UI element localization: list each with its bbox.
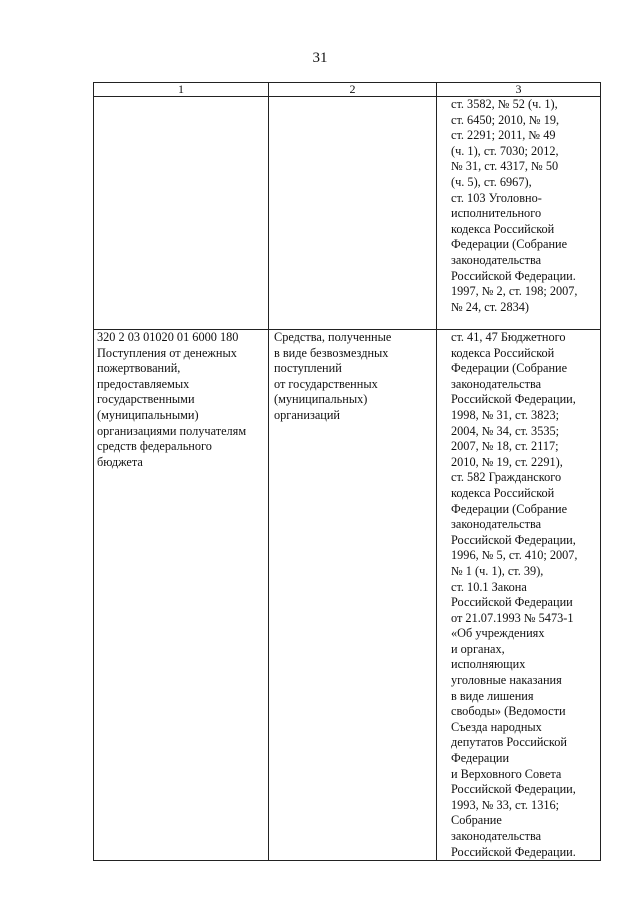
text-line: Федерации (Собрание <box>451 501 568 516</box>
text-line: в виде лишения <box>451 688 534 703</box>
text-line: ст. 103 Уголовно- <box>451 190 542 205</box>
text-line: ст. 41, 47 Бюджетного <box>451 330 566 344</box>
text-line: Российской Федерации. <box>451 268 576 283</box>
text-line: № 1 (ч. 1), ст. 39), <box>451 563 544 578</box>
text-line: № 31, ст. 4317, № 50 <box>451 159 559 174</box>
text-line: 2004, № 34, ст. 3535; <box>451 423 560 438</box>
text-line: Поступления от денежных <box>97 345 237 360</box>
text-line: Российской Федерации, <box>451 782 576 797</box>
text-line: 2007, № 18, ст. 2117; <box>451 439 559 454</box>
text-line: 320 2 03 01020 01 6000 180 <box>97 330 239 344</box>
text-line: Федерации (Собрание <box>451 361 568 376</box>
text-line: средств федерального <box>97 439 212 454</box>
text-line: Средства, полученные <box>274 330 392 344</box>
table-cell-2 <box>269 330 437 861</box>
text-line: «Об учреждениях <box>451 626 545 641</box>
text-line: кодекса Российской <box>451 221 555 236</box>
text-line: Российской Федерации <box>451 595 573 610</box>
text-line: уголовные наказания <box>451 673 562 688</box>
text-line: законодательства <box>451 376 542 391</box>
text-line: в виде безвозмездных <box>274 345 389 360</box>
text-line: свободы» (Ведомости <box>451 704 566 719</box>
column-header-2: 2 <box>269 83 437 97</box>
text-line: Российской Федерации, <box>451 532 576 547</box>
text-line: организациями получателям <box>97 423 247 438</box>
text-line: пожертвований, <box>97 361 181 376</box>
text-line: Российской Федерации, <box>451 392 576 407</box>
text-line: кодекса Российской <box>451 485 555 500</box>
text-line: Российской Федерации. <box>451 844 576 859</box>
text-line: законодательства <box>451 829 542 843</box>
text-line: ст. 582 Гражданского <box>451 470 562 485</box>
text-line: Съезда народных <box>451 719 542 734</box>
text-line: Федерации (Собрание <box>451 237 568 252</box>
text-line: предоставляемых <box>97 376 190 391</box>
text-line: ст. 10.1 Закона <box>451 579 527 594</box>
cell-text <box>440 97 597 315</box>
document-table <box>93 82 601 861</box>
text-line: исполняющих <box>451 657 526 672</box>
text-line: от 21.07.1993 № 5473-1 <box>451 610 574 625</box>
text-line: 1997, № 2, ст. 198; 2007, <box>451 284 578 299</box>
text-line: кодекса Российской <box>451 345 555 360</box>
text-line: бюджета <box>97 454 143 469</box>
text-line: 1998, № 31, ст. 3823; <box>451 407 560 422</box>
text-line: № 24, ст. 2834) <box>451 299 529 314</box>
text-line: 2010, № 19, ст. 2291), <box>451 454 563 469</box>
text-line: исполнительного <box>451 206 542 221</box>
text-line: (муниципальных) <box>274 392 368 407</box>
text-line: депутатов Российской <box>451 735 567 750</box>
table-header-row <box>94 83 601 97</box>
table-row <box>94 330 601 861</box>
text-line: (ч. 1), ст. 7030; 2012, <box>451 143 559 158</box>
table-cell-2 <box>269 97 437 330</box>
table-cell-3 <box>437 330 601 861</box>
text-line: ст. 2291; 2011, № 49 <box>451 128 556 143</box>
text-line: 1996, № 5, ст. 410; 2007, <box>451 548 578 563</box>
cell-text <box>440 330 597 860</box>
table-cell-1 <box>94 97 269 330</box>
text-line: и органах, <box>451 641 505 656</box>
page-number: 31 <box>312 50 328 66</box>
text-line: ст. 6450; 2010, № 19, <box>451 112 560 127</box>
text-line: 1993, № 33, ст. 1316; <box>451 797 560 812</box>
text-line: (ч. 5), ст. 6967), <box>451 174 532 189</box>
text-line: и Верховного Совета <box>451 766 562 781</box>
text-line: ст. 3582, № 52 (ч. 1), <box>451 97 558 111</box>
column-header-1: 1 <box>94 83 269 97</box>
text-line: Федерации <box>451 751 510 766</box>
table-row <box>94 97 601 330</box>
text-line: государственными <box>97 392 195 407</box>
text-line: законодательства <box>451 252 542 267</box>
text-line: от государственных <box>274 376 378 391</box>
column-header-3: 3 <box>437 83 601 97</box>
text-line: (муниципальными) <box>97 407 199 422</box>
text-line: организаций <box>274 407 341 422</box>
text-line: поступлений <box>274 361 342 376</box>
cell-text <box>272 330 433 424</box>
table-cell-3 <box>437 97 601 330</box>
cell-text <box>97 330 265 470</box>
table-cell-1 <box>94 330 269 861</box>
text-line: Собрание <box>451 813 502 828</box>
text-line: законодательства <box>451 517 542 532</box>
